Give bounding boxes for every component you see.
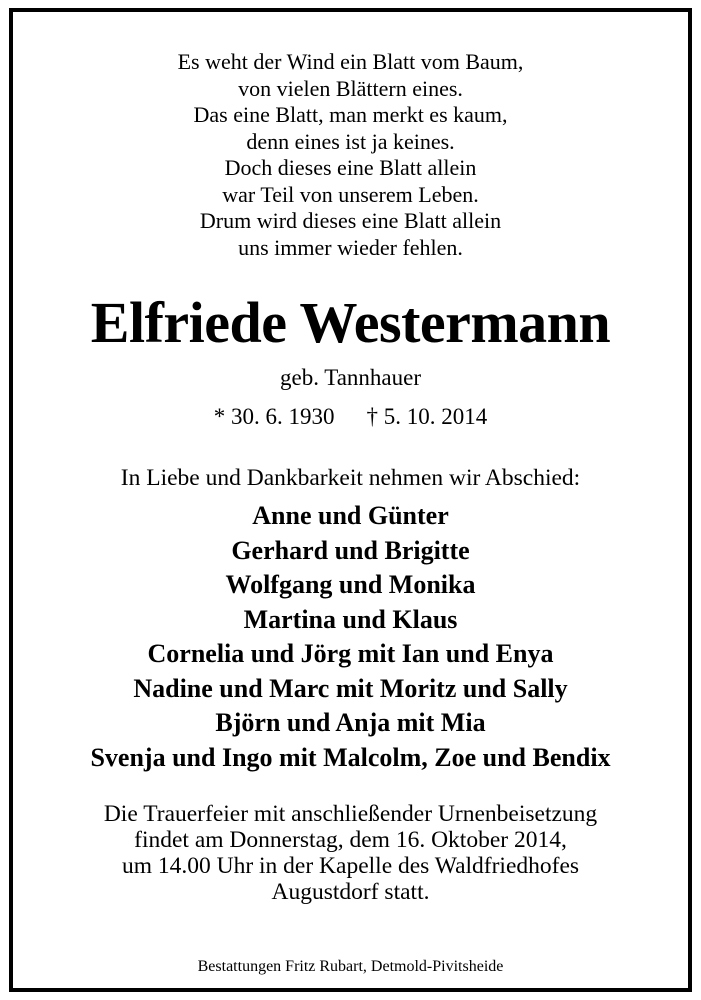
funeral-service-info: [13, 801, 688, 905]
family-member: Gerhard und Brigitte: [231, 535, 470, 565]
poem-line: uns immer wieder fehlen.: [238, 234, 463, 260]
obituary-content: [13, 12, 688, 988]
poem-line: Drum wird dieses eine Blatt allein: [199, 208, 502, 233]
service-line: Augustdorf statt.: [271, 879, 430, 905]
birth-date: * 30. 6. 1930: [213, 404, 335, 429]
life-dates: [13, 403, 688, 431]
family-list: [13, 499, 688, 775]
poem-line: war Teil von unserem Leben.: [222, 181, 479, 207]
poem-line: Doch dieses eine Blatt allein: [224, 155, 477, 180]
poem-line: Das eine Blatt, man merkt es kaum,: [193, 102, 508, 127]
family-member: Nadine und Marc mit Moritz und Sally: [133, 673, 568, 703]
farewell-text: In Liebe und Dankbarkeit nehmen wir Abschied:: [120, 465, 581, 491]
family-member: Anne und Günter: [252, 501, 449, 530]
poem-line: denn eines ist ja keines.: [246, 128, 455, 154]
family-member: Cornelia und Jörg mit Ian und Enya: [147, 639, 554, 668]
family-member: Svenja und Ingo mit Malcolm, Zoe und Bendix: [90, 742, 611, 772]
poem-line: Es weht der Wind ein Blatt vom Baum,: [177, 49, 524, 74]
family-member: Martina und Klaus: [243, 604, 458, 634]
poem: [13, 49, 688, 261]
birth-name: geb. Tannhauer: [279, 365, 422, 390]
service-line: um 14.00 Uhr in der Kapelle des Waldfriedhofes: [121, 853, 580, 879]
death-date: † 5. 10. 2014: [366, 404, 488, 429]
deceased-name: Elfriede Westermann: [90, 290, 611, 355]
undertaker: Bestattungen Fritz Rubart, Detmold-Pivitsheide: [197, 958, 504, 975]
obituary-border: [9, 8, 692, 992]
poem-line: von vielen Blättern eines.: [238, 75, 463, 101]
service-line: Die Trauerfeier mit anschließender Urnenbeisetzung: [103, 801, 598, 827]
service-line: findet am Donnerstag, dem 16. Oktober 2014,: [134, 827, 567, 853]
family-member: Björn und Anja mit Mia: [215, 708, 486, 737]
family-member: Wolfgang und Monika: [225, 570, 476, 599]
